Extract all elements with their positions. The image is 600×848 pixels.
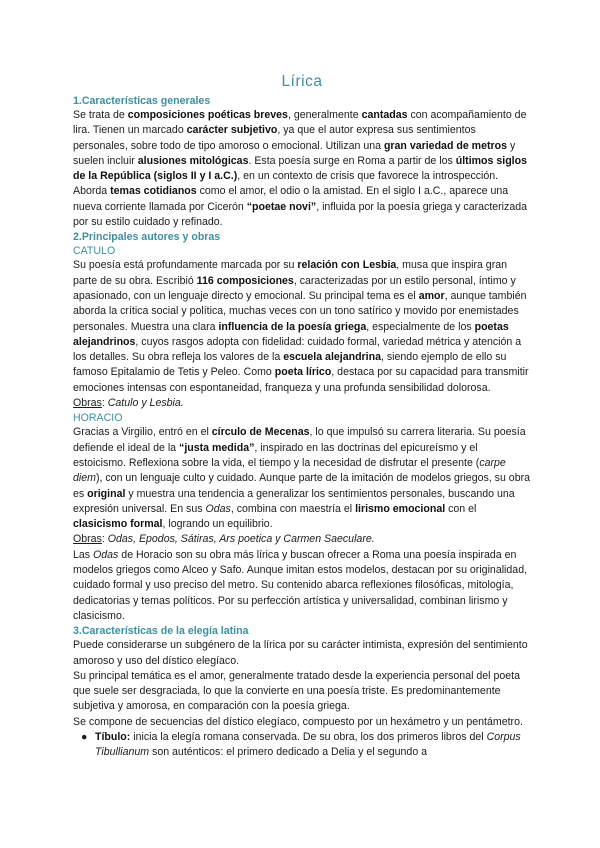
text-run: y suelen incluir bbox=[73, 139, 516, 167]
text-run: como el amor, el odio o la amistad. En el siglo I a.C., aparece una nueva corriente llamada por Cicerón bbox=[73, 185, 509, 213]
document-page bbox=[73, 72, 531, 761]
catulo-obras-line bbox=[73, 396, 531, 411]
text-run: ), con un lenguaje culto y cuidado. Aunque parte de la imitación de modelos griegos, su obra es bbox=[73, 472, 531, 500]
text-run: con acompañamiento de lira. Tienen un marcado bbox=[73, 109, 527, 137]
italic-run: Corpus Tibullianum bbox=[95, 730, 521, 759]
text-run: , influida por la poesía griega y caracterizada por su estilo cuidado y refinado. bbox=[73, 200, 528, 229]
horacio-obras: Odas, Epodos, Sátiras, Ars poetica y Carmen Saeculare. bbox=[107, 533, 375, 546]
bold-run: clasicismo formal bbox=[73, 518, 163, 531]
text-run: Su poesía está profundamente marcada por su bbox=[73, 259, 298, 272]
italic-run: Odas bbox=[93, 548, 119, 561]
horacio-paragraph bbox=[73, 425, 531, 532]
italic-run: carpe diem bbox=[73, 456, 506, 485]
bold-run: composiciones poéticas breves bbox=[127, 109, 288, 121]
text-run: de Horacio son su obra más lírica y buscan ofrecer a Roma una poesía inspirada en modelos griegos como Alceo y Safo. Aunque imitan estos modelos, destacan por su originalidad, cuidado formal y uso preciso del metro. Su contenido abarca reflexiones filosóficas, mitología, dedicatorias y temas políticos. Por su perfección artística y universalidad, combinan lirismo y clasicismo. bbox=[73, 548, 528, 622]
bold-run: carácter subjetivo bbox=[186, 124, 278, 137]
text-run: inicia la elegía romana conservada. De su obra, los dos primeros libros del bbox=[130, 730, 487, 743]
bold-run: “justa medida” bbox=[179, 441, 255, 454]
bold-run: Tíbulo: bbox=[95, 730, 131, 743]
text-run: Gracias a Virgilio, entró en el bbox=[73, 426, 212, 439]
text-run: , lo que impulsó su carrera literaria. Su poesía defiende el ideal de la bbox=[73, 426, 526, 454]
catulo-paragraph bbox=[73, 258, 531, 396]
bold-run: amor bbox=[418, 289, 445, 302]
italic-run: Odas bbox=[205, 502, 231, 515]
author-heading-catulo: CATULO bbox=[73, 245, 116, 258]
bold-run: gran variedad de metros bbox=[383, 139, 507, 152]
author-heading-horacio: HORACIO bbox=[73, 412, 123, 425]
obras-label: Obras bbox=[73, 533, 102, 546]
text-run: Las bbox=[73, 548, 94, 561]
elegia-paragraph-2: Su principal temática es el amor, generalmente tratado desde la experiencia personal del poeta que suele ser desgraciada, lo que la convierte en una poesía triste. Es predominantemente subjetiva y amorosa, en comparación con la poesía griega. bbox=[73, 669, 520, 713]
horacio-obras-line bbox=[73, 532, 531, 547]
page-title: Lírica bbox=[281, 73, 323, 90]
text-run: y muestra una tendencia a generalizar los sentimientos personales, buscando una expresión universal. En sus bbox=[73, 487, 515, 515]
bold-run: escuela alejandrina bbox=[283, 351, 381, 364]
text-run: , cuyos rasgos adopta con fidelidad: cuidado formal, variedad métrica y atención a los detalles. Su obra refleja los valores de la bbox=[73, 335, 522, 364]
bold-run: lirismo emocional bbox=[355, 502, 446, 515]
bold-run: original bbox=[87, 487, 126, 500]
text-run: , destaca por su capacidad para transmitir emociones intensas con espontaneidad, franqueza y una profunda sensibilidad dolorosa. bbox=[73, 366, 529, 394]
elegia-paragraph-3: Se compone de secuencias del dístico elegíaco, compuesto por un hexámetro y un pentámetro. bbox=[73, 715, 523, 728]
obras-sep: : bbox=[101, 533, 108, 546]
text-run: son auténticos: el primero dedicado a Delia y el segundo a bbox=[149, 746, 428, 759]
elegia-author-list bbox=[73, 730, 531, 761]
bold-run: relación con Lesbia bbox=[297, 259, 397, 272]
text-run: Se trata de bbox=[73, 109, 128, 121]
bold-run: alusiones mitológicas bbox=[137, 154, 249, 167]
bold-run: círculo de Mecenas bbox=[211, 426, 310, 439]
text-run: , especialmente de los bbox=[366, 320, 475, 333]
text-run: , logrando un equilibrio. bbox=[162, 518, 273, 531]
bold-run: 116 composiciones bbox=[196, 274, 294, 287]
text-run: , ya que el autor expresa sus sentimientos personales, sobre todo de tipo amoroso o emocional. Utilizan una bbox=[73, 124, 476, 152]
text-run: con el bbox=[445, 502, 477, 515]
bullet-icon: ● bbox=[81, 730, 88, 743]
text-run: , siendo ejemplo de ello su famoso Epitalamio de Tetis y Peleo. Como bbox=[73, 351, 507, 379]
text-run: , inspirado en las doctrinas del epicureísmo y el estoicismo. Reflexiona sobre la vida, el tiempo y la necesidad de disfrutar el presente ( bbox=[73, 441, 480, 469]
text-run: , caracterizadas por un estilo personal, íntimo y apasionado, con un lenguaje directo y emocional. Su principal tema es el bbox=[73, 274, 516, 302]
text-run: , en un contexto de crisis que favorece la introspección. Aborda bbox=[73, 170, 499, 198]
text-run: , combina con maestría el bbox=[230, 502, 356, 515]
obras-sep: : bbox=[101, 397, 108, 410]
section-heading-1: 1.Características generales bbox=[73, 95, 211, 107]
list-item bbox=[81, 730, 531, 761]
obras-label: Obras bbox=[73, 397, 102, 410]
text-run: , aunque también aborda la crítica social y política, muchas veces con un tono satírico y movido por enemistades personales. Muestra una clara bbox=[73, 289, 527, 333]
horacio-odas-paragraph bbox=[73, 548, 531, 624]
bold-run: temas cotidianos bbox=[110, 185, 197, 198]
bold-run: poetas alejandrinos bbox=[73, 320, 509, 348]
text-run: , musa que inspira gran parte de su obra. Escribió bbox=[73, 259, 508, 287]
text-run: . Esta poesía surge en Roma a partir de los bbox=[248, 154, 456, 167]
section-heading-3: 3.Características de la elegía latina bbox=[73, 625, 249, 638]
bold-run: “poetae novi” bbox=[246, 200, 317, 213]
section-1-paragraph bbox=[73, 108, 531, 230]
bold-run: cantadas bbox=[361, 109, 408, 121]
text-run: , generalmente bbox=[287, 109, 362, 121]
section-heading-2: 2.Principales autores y obras bbox=[73, 231, 221, 244]
bold-run: influencia de la poesía griega bbox=[218, 320, 367, 333]
bold-run: poeta lírico bbox=[274, 366, 332, 379]
catulo-obras: Catulo y Lesbia. bbox=[107, 397, 184, 410]
list-item-text bbox=[95, 731, 521, 758]
bold-run: últimos siglos de la República (siglos II y I a.C.) bbox=[73, 154, 527, 183]
elegia-paragraph-1: Puede considerarse un subgénero de la lírica por su carácter intimista, expresión del sentimiento amoroso y uso del dístico elegíaco. bbox=[73, 639, 528, 667]
